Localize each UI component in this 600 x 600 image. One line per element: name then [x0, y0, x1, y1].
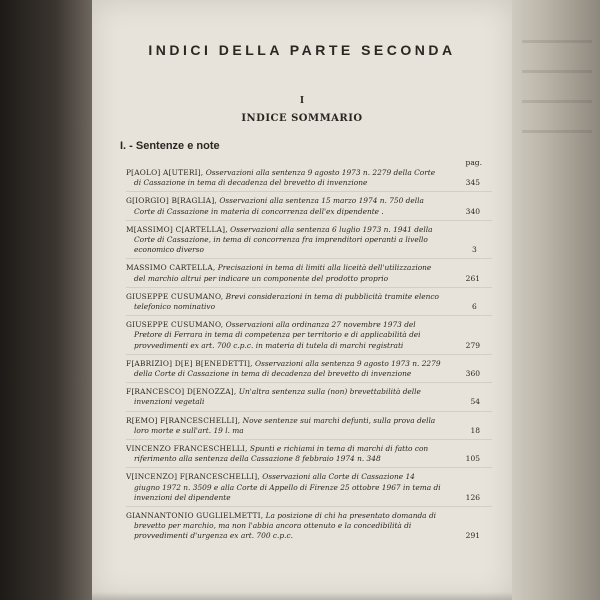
entry-title: Osservazioni alla sentenza 9 agosto 1973 n. 2279 della Corte di Cassazione in tema di decadenza del brevetto di invenzione [134, 168, 436, 188]
entry-author: F[RANCESCO] D[ENOZZA], [126, 387, 237, 397]
page-column-label: pag. [465, 158, 482, 167]
index-entry: GIUSEPPE CUSUMANO, Brevi considerazioni in tema di pubblicità tramite elenco telefonico nominativo 6 [126, 292, 492, 316]
page-bottom-shadow [92, 592, 512, 600]
entry-author: G[IORGIO] B[RAGLIA], [126, 196, 217, 206]
index-entry [126, 168, 492, 192]
index-entry [126, 444, 492, 468]
entry-title: Osservazioni alla sentenza 15 marzo 1974 n. 750 della Corte di Cassazione in materia di concorrenza dell'ex dipendente . [134, 196, 424, 216]
index-entry [126, 416, 492, 440]
entry-title: Osservazioni alla ordinanza 27 novembre 1973 del Pretore di Ferrara in tema di competenza per territorio e di applicabilità dei provvedimenti ex art. 700 c.p.c. in materia di tutela di marchi registrati [134, 320, 421, 350]
entry-title: Nove sentenze sui marchi defunti, sulla prova della loro morte e sull'art. 19 l. ma [134, 415, 436, 435]
entry-title: Precisazioni in tema di limiti alla liceità dell'utilizzazione del marchio altrui per indicare un componente del prodotto proprio [134, 263, 432, 283]
entry-page-number: 345 [465, 178, 480, 188]
index-entry [126, 359, 492, 383]
entry-author: MASSIMO CARTELLA, [126, 263, 216, 273]
entry-page-number: 261 [465, 273, 480, 283]
index-subtitle: INDICE SOMMARIO [241, 113, 363, 124]
index-entry [126, 263, 492, 287]
entry-author: F[ABRIZIO] D[E] B[ENEDETTI], [126, 358, 253, 368]
entry-page-number: 54 [470, 397, 480, 407]
facing-page-edge [512, 0, 600, 600]
entry-title: Osservazioni alla sentenza 9 agosto 1973 n. 2279 della Corte di Cassazione in tema di decadenza del brevetto di invenzione [134, 358, 441, 379]
section-numeral: I [299, 96, 305, 106]
entry-title: La posizione di chi ha presentato domanda di brevetto per marchio, ma non l'abbia ancora ottenuto e la concedibilità di provvedimenti d'urgenza ex art. 700 c.p.c. [134, 511, 437, 541]
entry-page-number: 291 [465, 531, 480, 541]
entry-title: Osservazioni alla sentenza 6 luglio 1973 n. 1941 della Corte di Cassazione, in tema di concorrenza fra imprenditori operanti a livello economico diverso [134, 224, 433, 255]
entry-title: Brevi considerazioni in tema di pubblicità tramite elenco telefonico nominativo [134, 291, 439, 312]
entry-author: GIANNANTONIO GUGLIELMETTI, [126, 511, 264, 521]
section-heading: I. - Sentenze e note [120, 140, 220, 152]
index-entry [126, 320, 492, 355]
entry-page-number: 340 [465, 206, 480, 216]
entry-page-number: 360 [465, 369, 480, 379]
entry-author: P[AOLO] A[UTERI], [126, 168, 204, 177]
index-entry [126, 472, 492, 507]
entry-author: M[ASSIMO] C[ARTELLA], [126, 224, 228, 234]
book-page [92, 0, 512, 600]
entry-title: Spunti e richiami in tema di marchi di fatto con riferimento alla sentenza della Cassazione 8 febbraio 1974 n. 348 [134, 444, 429, 464]
entry-page-number: 105 [465, 454, 480, 464]
entry-page-number: 279 [465, 340, 480, 350]
entry-title: Un'altra sentenza sulla (non) brevettabilità delle invenzioni vegetali [134, 387, 421, 407]
entry-title: Osservazioni alla Corte di Cassazione 14 giugno 1972 n. 3509 e alla Corte di Appello di Firenze 25 ottobre 1967 in tema di invenzioni del dipendente [134, 472, 441, 502]
page-title: INDICI DELLA PARTE SECONDA [148, 42, 456, 58]
entry-author: GIUSEPPE CUSUMANO, [126, 320, 224, 330]
index-entry [126, 387, 492, 411]
book-spine-shadow [0, 0, 92, 600]
entry-author: VINCENZO FRANCESCHELLI, [126, 444, 248, 454]
entry-page-number: 18 [470, 425, 480, 435]
index-entry: M[ASSIMO] C[ARTELLA], Osservazioni alla sentenza 6 luglio 1973 n. 1941 della Corte di Cassazione, in tema di concorrenza fra imprenditori operanti a livello economico diverso 3 [126, 225, 492, 260]
index-entries [126, 168, 492, 549]
index-entry [126, 196, 492, 220]
entry-page-number: 126 [465, 492, 480, 502]
index-entry [126, 511, 492, 545]
entry-author: GIUSEPPE CUSUMANO, [126, 291, 224, 301]
entry-author: R[EMO] F[RANCESCHELLI], [126, 415, 241, 425]
entry-author: V[INCENZO] F[RANCESCHELLI], [126, 472, 260, 482]
